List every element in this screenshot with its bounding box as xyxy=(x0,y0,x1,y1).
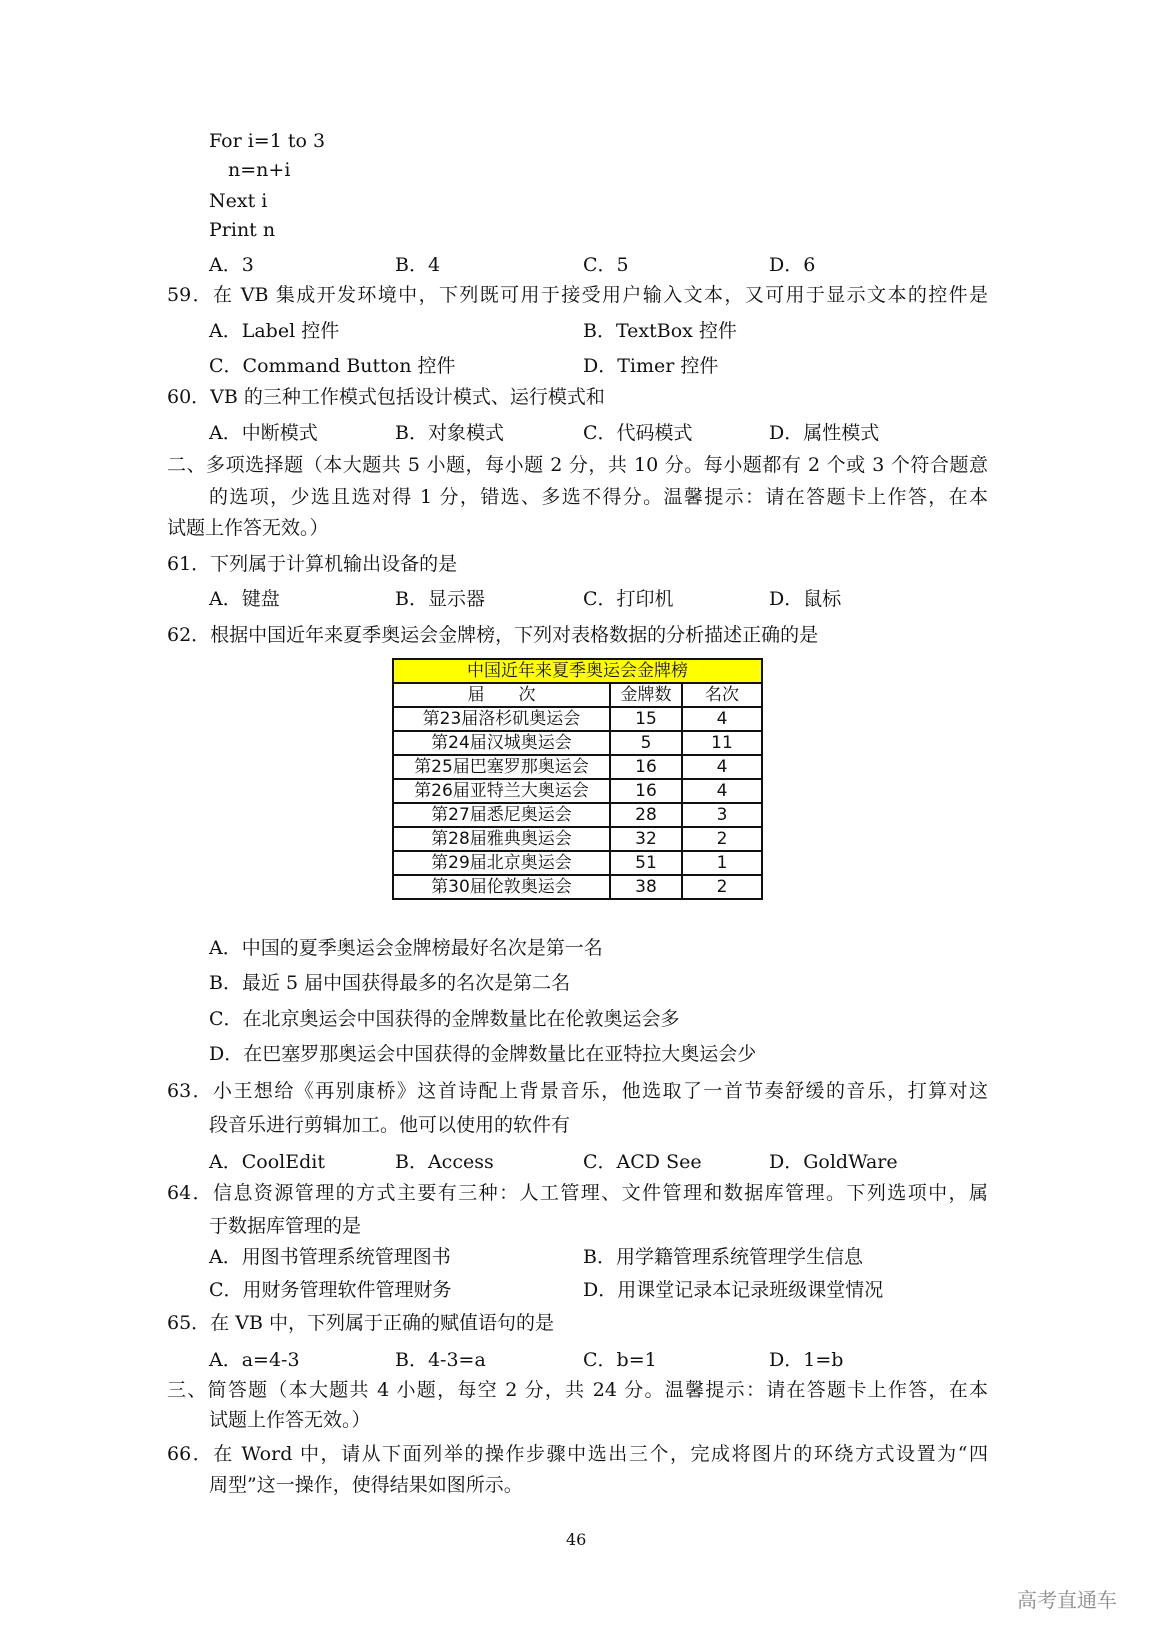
cell: 第25届巴塞罗那奥运会 xyxy=(393,755,610,779)
option: B．最近 5 届中国获得最多的名次是第二名 xyxy=(209,972,571,994)
question-66: 66．在 Word 中，请从下面列举的操作步骤中选出三个，完成将图片的环绕方式设置为“四 xyxy=(167,1443,988,1465)
watermark: 高考直通车 xyxy=(1017,1588,1117,1612)
cell: 51 xyxy=(610,851,682,875)
cell: 第29届北京奥运会 xyxy=(393,851,610,875)
question-61: 61．下列属于计算机输出设备的是 xyxy=(167,553,458,575)
table-header: 名次 xyxy=(682,683,762,707)
option: A．中国的夏季奥运会金牌榜最好名次是第一名 xyxy=(209,937,603,959)
question-62: 62．根据中国近年来夏季奥运会金牌榜，下列对表格数据的分析描述正确的是 xyxy=(167,624,819,646)
cell: 2 xyxy=(682,827,762,851)
cell: 4 xyxy=(682,755,762,779)
cell: 第26届亚特兰大奥运会 xyxy=(393,779,610,803)
section-3-text: 试题上作答无效。） xyxy=(209,1409,371,1431)
option: A．CoolEdit xyxy=(209,1151,325,1173)
table-row xyxy=(393,707,762,731)
table-header: 金牌数 xyxy=(610,683,682,707)
table-row xyxy=(393,779,762,803)
table-header: 届 次 xyxy=(393,683,610,707)
cell: 28 xyxy=(610,803,682,827)
cell: 4 xyxy=(682,707,762,731)
question-65: 65．在 VB 中，下列属于正确的赋值语句的是 xyxy=(167,1312,554,1334)
option: B．4 xyxy=(395,254,441,276)
cell: 1 xyxy=(682,851,762,875)
option: D．Timer 控件 xyxy=(583,355,719,377)
cell: 3 xyxy=(682,803,762,827)
cell: 5 xyxy=(610,731,682,755)
code-line: n=n+i xyxy=(228,159,291,181)
option: D．在巴塞罗那奥运会中国获得的金牌数量比在亚特拉大奥运会少 xyxy=(209,1043,757,1065)
code-line: Next i xyxy=(209,190,268,212)
option: A．a=4-3 xyxy=(209,1349,300,1371)
option: B．4-3=a xyxy=(395,1349,486,1371)
option: D．用课堂记录本记录班级课堂情况 xyxy=(583,1279,884,1301)
table-row xyxy=(393,755,762,779)
option: B．用学籍管理系统管理学生信息 xyxy=(583,1246,863,1268)
table-row xyxy=(393,875,762,899)
code-line: For i=1 to 3 xyxy=(209,130,326,152)
section-2-text: 的选项，少选且选对得 1 分，错选、多选不得分。温馨提示：请在答题卡上作答，在本 xyxy=(209,486,988,508)
table-row xyxy=(393,731,762,755)
option: D．6 xyxy=(769,254,816,276)
option: C．打印机 xyxy=(583,588,674,610)
question-63: 63．小王想给《再别康桥》这首诗配上背景音乐，他选取了一首节奏舒缓的音乐，打算对这 xyxy=(167,1080,988,1102)
option: B．Access xyxy=(395,1151,494,1173)
table-title: 中国近年来夏季奥运会金牌榜 xyxy=(393,659,762,683)
question-66-cont: 周型”这一操作，使得结果如图所示。 xyxy=(209,1474,523,1496)
option: C．代码模式 xyxy=(583,422,693,444)
option: B．TextBox 控件 xyxy=(583,320,737,342)
cell: 32 xyxy=(610,827,682,851)
section-2-heading: 二、多项选择题（本大题共 5 小题，每小题 2 分，共 10 分。每小题都有 2 个或 3 个符合题意 xyxy=(167,454,988,476)
option: D．GoldWare xyxy=(769,1151,898,1173)
option: C．在北京奥运会中国获得的金牌数量比在伦敦奥运会多 xyxy=(209,1008,680,1030)
page-number: 46 xyxy=(566,1530,587,1549)
option: C．Command Button 控件 xyxy=(209,355,456,377)
table-row xyxy=(393,851,762,875)
option: C．ACD See xyxy=(583,1151,702,1173)
cell: 16 xyxy=(610,755,682,779)
option: B．显示器 xyxy=(395,588,485,610)
question-63-cont: 段音乐进行剪辑加工。他可以使用的软件有 xyxy=(209,1114,571,1136)
cell: 16 xyxy=(610,779,682,803)
cell: 11 xyxy=(682,731,762,755)
option: A．用图书管理系统管理图书 xyxy=(209,1246,451,1268)
cell: 第23届洛杉矶奥运会 xyxy=(393,707,610,731)
section-3-heading: 三、简答题（本大题共 4 小题，每空 2 分，共 24 分。温馨提示：请在答题卡上作答，在本 xyxy=(167,1379,988,1401)
option: A．键盘 xyxy=(209,588,280,610)
medal-table xyxy=(392,658,763,900)
option: C．5 xyxy=(583,254,629,276)
cell: 38 xyxy=(610,875,682,899)
option: B．对象模式 xyxy=(395,422,504,444)
cell: 第30届伦敦奥运会 xyxy=(393,875,610,899)
cell: 15 xyxy=(610,707,682,731)
option: A．3 xyxy=(209,254,254,276)
option: D．鼠标 xyxy=(769,588,842,610)
option: D．属性模式 xyxy=(769,422,880,444)
cell: 第24届汉城奥运会 xyxy=(393,731,610,755)
question-60: 60．VB 的三种工作模式包括设计模式、运行模式和 xyxy=(167,386,605,408)
cell: 4 xyxy=(682,779,762,803)
cell: 第27届悉尼奥运会 xyxy=(393,803,610,827)
question-64-cont: 于数据库管理的是 xyxy=(209,1215,362,1237)
question-59: 59．在 VB 集成开发环境中，下列既可用于接受用户输入文本，又可用于显示文本的控件是 xyxy=(167,284,988,306)
table-row xyxy=(393,803,762,827)
question-64: 64．信息资源管理的方式主要有三种：人工管理、文件管理和数据库管理。下列选项中，属 xyxy=(167,1182,988,1204)
table-row xyxy=(393,827,762,851)
option: A．Label 控件 xyxy=(209,320,340,342)
section-2-text: 试题上作答无效。） xyxy=(167,517,329,539)
option: C．b=1 xyxy=(583,1349,657,1371)
cell: 2 xyxy=(682,875,762,899)
cell: 第28届雅典奥运会 xyxy=(393,827,610,851)
option: C．用财务管理软件管理财务 xyxy=(209,1279,452,1301)
option: A．中断模式 xyxy=(209,422,318,444)
option: D．1=b xyxy=(769,1349,844,1371)
code-line: Print n xyxy=(209,219,276,241)
